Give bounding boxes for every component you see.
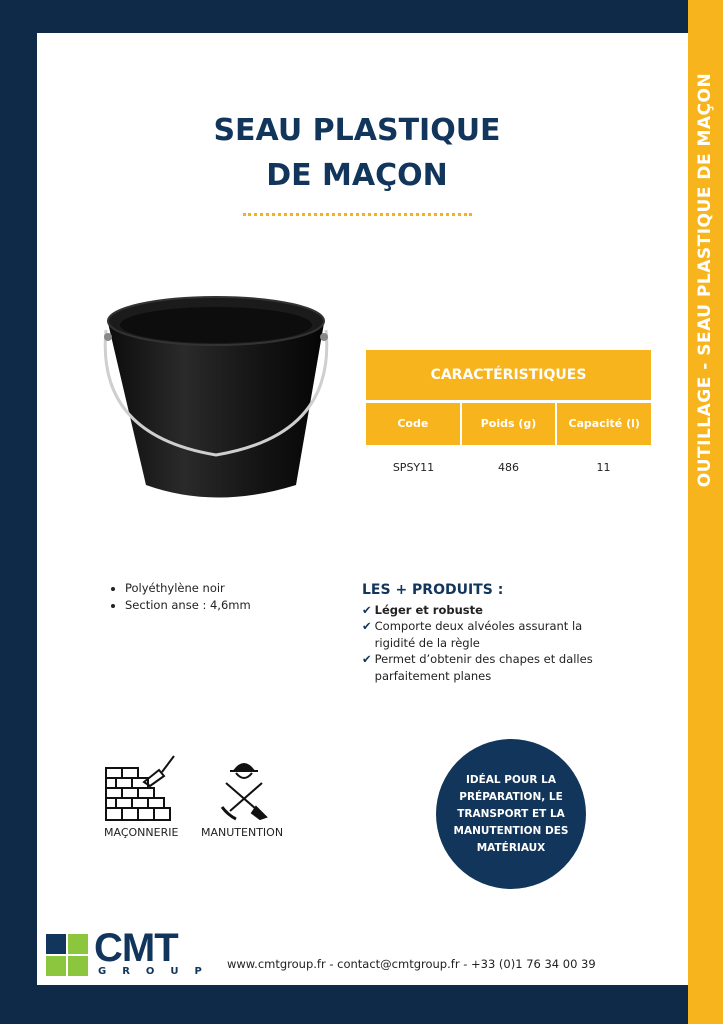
- cmt-logo-icon: [46, 934, 88, 976]
- benefit-item: [362, 651, 602, 684]
- list-item: • Polyéthylène noir: [125, 580, 251, 597]
- column-capacity: Capacité (l): [557, 403, 651, 445]
- list-item: • Section anse : 4,6mm: [125, 597, 251, 614]
- characteristics-header: CARACTÉRISTIQUES: [366, 350, 651, 400]
- column-code: Code: [366, 403, 460, 445]
- benefit-text: Comporte deux alvéoles assurant la rigidité de la règle: [374, 619, 583, 650]
- logo-subtitle: GROUP: [98, 966, 218, 977]
- title-divider: [243, 213, 472, 216]
- title-line-2: DE MAÇON: [266, 158, 448, 193]
- cell-weight: 486: [498, 461, 519, 474]
- badge-text: IDÉAL POUR LA PRÉPARATION, LE TRANSPORT ET LA MANUTENTION DES MATÉRIAUX: [453, 773, 569, 854]
- table-row: [366, 461, 651, 474]
- check-icon: ✔: [362, 652, 372, 666]
- check-icon: ✔: [362, 619, 372, 633]
- cell-capacity: 11: [596, 461, 611, 474]
- benefit-text: Permet d’obtenir des chapes et dalles parfaitement planes: [374, 652, 593, 683]
- ideal-for-badge: [436, 739, 586, 889]
- benefits-title: LES + PRODUITS :: [362, 582, 504, 598]
- benefit-text: Léger et robuste: [374, 602, 483, 617]
- column-weight: Poids (g): [462, 403, 556, 445]
- title-line-1: SEAU PLASTIQUE: [213, 113, 501, 148]
- benefit-item: [362, 602, 602, 619]
- side-banner-text: OUTILLAGE - SEAU PLASTIQUE DE MAÇON: [695, 72, 715, 488]
- characteristics-columns: [366, 403, 651, 445]
- icon-label-masonry: MAÇONNERIE: [104, 826, 179, 839]
- spec-list: [107, 580, 251, 614]
- worker-shovel-pickaxe-icon: [218, 757, 270, 821]
- brick-wall-trowel-icon: [104, 752, 180, 824]
- bucket-image: [96, 285, 336, 510]
- cell-code: SPSY11: [392, 461, 435, 474]
- characteristics-table: [366, 350, 651, 474]
- product-benefits: [362, 582, 602, 684]
- page-title: [0, 108, 714, 198]
- benefit-item: [362, 618, 602, 651]
- check-icon: ✔: [362, 602, 372, 617]
- footer-contact: www.cmtgroup.fr - contact@cmtgroup.fr - +33 (0)1 76 34 00 39: [227, 957, 596, 971]
- icon-label-handling: MANUTENTION: [201, 826, 284, 839]
- logo-wordmark: CMT: [94, 926, 178, 970]
